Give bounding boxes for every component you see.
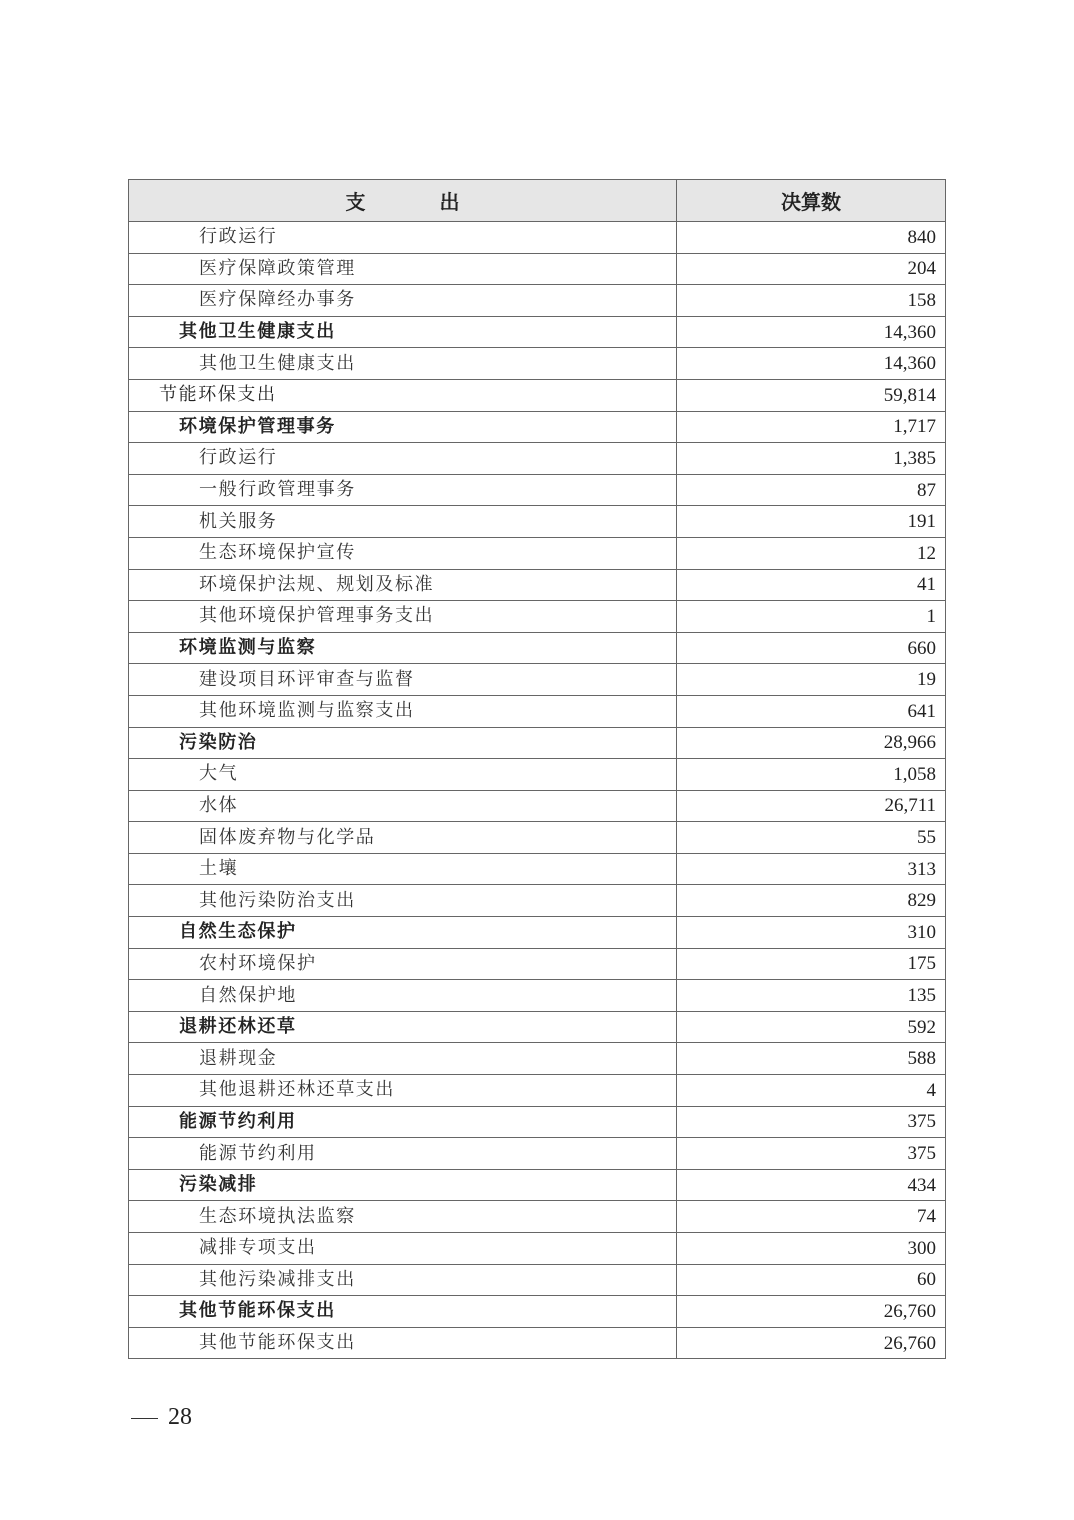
table-row xyxy=(129,1043,946,1075)
row-item-name: 土壤 xyxy=(129,853,677,885)
table-row xyxy=(129,980,946,1012)
table-row xyxy=(129,222,946,254)
row-item-value: 26,760 xyxy=(677,1327,946,1359)
header-expenditure-char-1: 支 xyxy=(345,190,366,214)
row-item-name: 一般行政管理事务 xyxy=(129,474,677,506)
table-row xyxy=(129,727,946,759)
row-item-name: 其他卫生健康支出 xyxy=(129,316,677,348)
row-item-value: 12 xyxy=(677,537,946,569)
table-row xyxy=(129,632,946,664)
row-item-value: 14,360 xyxy=(677,348,946,380)
table-row xyxy=(129,917,946,949)
row-item-value: 55 xyxy=(677,822,946,854)
table-row xyxy=(129,411,946,443)
table-row xyxy=(129,1169,946,1201)
table-row xyxy=(129,885,946,917)
header-expenditure-char-2: 出 xyxy=(439,190,460,214)
row-item-value: 204 xyxy=(677,253,946,285)
row-item-value: 28,966 xyxy=(677,727,946,759)
row-item-value: 60 xyxy=(677,1264,946,1296)
table-row xyxy=(129,1327,946,1359)
table-row xyxy=(129,348,946,380)
row-item-name: 其他环境监测与监察支出 xyxy=(129,695,677,727)
table-row xyxy=(129,1233,946,1265)
row-item-name: 自然生态保护 xyxy=(129,917,677,949)
table-row xyxy=(129,379,946,411)
header-final-amount: 决算数 xyxy=(677,180,946,222)
table-row xyxy=(129,1075,946,1107)
row-item-value: 1,058 xyxy=(677,759,946,791)
row-item-name: 其他污染防治支出 xyxy=(129,885,677,917)
row-item-value: 175 xyxy=(677,948,946,980)
table-row xyxy=(129,474,946,506)
row-item-name: 其他节能环保支出 xyxy=(129,1296,677,1328)
row-item-value: 829 xyxy=(677,885,946,917)
table-row xyxy=(129,1138,946,1170)
row-item-name: 能源节约利用 xyxy=(129,1138,677,1170)
row-item-value: 59,814 xyxy=(677,379,946,411)
page-number xyxy=(131,1404,192,1431)
expenditure-table xyxy=(128,179,946,1359)
table-header-row xyxy=(129,180,946,222)
row-item-name: 环境监测与监察 xyxy=(129,632,677,664)
row-item-value: 1,717 xyxy=(677,411,946,443)
row-item-value: 14,360 xyxy=(677,316,946,348)
row-item-name: 节能环保支出 xyxy=(129,379,677,411)
table-row xyxy=(129,822,946,854)
table-row xyxy=(129,285,946,317)
row-item-name: 大气 xyxy=(129,759,677,791)
row-item-value: 87 xyxy=(677,474,946,506)
row-item-value: 375 xyxy=(677,1138,946,1170)
row-item-name: 水体 xyxy=(129,790,677,822)
row-item-value: 840 xyxy=(677,222,946,254)
row-item-value: 191 xyxy=(677,506,946,538)
row-item-name: 其他卫生健康支出 xyxy=(129,348,677,380)
row-item-name: 环境保护法规、规划及标准 xyxy=(129,569,677,601)
table-row xyxy=(129,601,946,633)
row-item-value: 588 xyxy=(677,1043,946,1075)
row-item-value: 19 xyxy=(677,664,946,696)
row-item-name: 退耕还林还草 xyxy=(129,1011,677,1043)
row-item-value: 660 xyxy=(677,632,946,664)
row-item-value: 1,385 xyxy=(677,443,946,475)
row-item-name: 减排专项支出 xyxy=(129,1233,677,1265)
row-item-name: 其他污染减排支出 xyxy=(129,1264,677,1296)
row-item-value: 592 xyxy=(677,1011,946,1043)
row-item-value: 641 xyxy=(677,695,946,727)
row-item-name: 其他节能环保支出 xyxy=(129,1327,677,1359)
row-item-name: 建设项目环评审查与监督 xyxy=(129,664,677,696)
table-row xyxy=(129,790,946,822)
row-item-name: 自然保护地 xyxy=(129,980,677,1012)
row-item-name: 退耕现金 xyxy=(129,1043,677,1075)
table-row xyxy=(129,569,946,601)
row-item-value: 434 xyxy=(677,1169,946,1201)
table-row xyxy=(129,1011,946,1043)
table-row xyxy=(129,948,946,980)
table-row xyxy=(129,316,946,348)
table-row xyxy=(129,253,946,285)
row-item-value: 26,711 xyxy=(677,790,946,822)
table-row xyxy=(129,1296,946,1328)
row-item-name: 能源节约利用 xyxy=(129,1106,677,1138)
row-item-name: 机关服务 xyxy=(129,506,677,538)
row-item-value: 313 xyxy=(677,853,946,885)
row-item-name: 农村环境保护 xyxy=(129,948,677,980)
row-item-name: 环境保护管理事务 xyxy=(129,411,677,443)
table-row xyxy=(129,664,946,696)
page-dash xyxy=(131,1418,158,1419)
table-row xyxy=(129,1201,946,1233)
table-row xyxy=(129,443,946,475)
table-row xyxy=(129,695,946,727)
row-item-value: 310 xyxy=(677,917,946,949)
row-item-value: 74 xyxy=(677,1201,946,1233)
table-row xyxy=(129,506,946,538)
row-item-value: 4 xyxy=(677,1075,946,1107)
row-item-name: 其他环境保护管理事务支出 xyxy=(129,601,677,633)
table-row xyxy=(129,853,946,885)
row-item-name: 医疗保障经办事务 xyxy=(129,285,677,317)
row-item-value: 26,760 xyxy=(677,1296,946,1328)
row-item-value: 300 xyxy=(677,1233,946,1265)
table-row xyxy=(129,759,946,791)
row-item-name: 污染减排 xyxy=(129,1169,677,1201)
table-row xyxy=(129,1106,946,1138)
row-item-name: 污染防治 xyxy=(129,727,677,759)
table-row xyxy=(129,537,946,569)
row-item-value: 158 xyxy=(677,285,946,317)
page-number-text: 28 xyxy=(168,1404,192,1430)
row-item-name: 医疗保障政策管理 xyxy=(129,253,677,285)
row-item-name: 其他退耕还林还草支出 xyxy=(129,1075,677,1107)
header-expenditure xyxy=(129,180,677,222)
row-item-value: 41 xyxy=(677,569,946,601)
row-item-value: 1 xyxy=(677,601,946,633)
row-item-value: 375 xyxy=(677,1106,946,1138)
row-item-name: 行政运行 xyxy=(129,222,677,254)
table-body xyxy=(129,222,946,1359)
row-item-name: 生态环境保护宣传 xyxy=(129,537,677,569)
row-item-name: 行政运行 xyxy=(129,443,677,475)
row-item-name: 生态环境执法监察 xyxy=(129,1201,677,1233)
row-item-name: 固体废弃物与化学品 xyxy=(129,822,677,854)
row-item-value: 135 xyxy=(677,980,946,1012)
table-row xyxy=(129,1264,946,1296)
